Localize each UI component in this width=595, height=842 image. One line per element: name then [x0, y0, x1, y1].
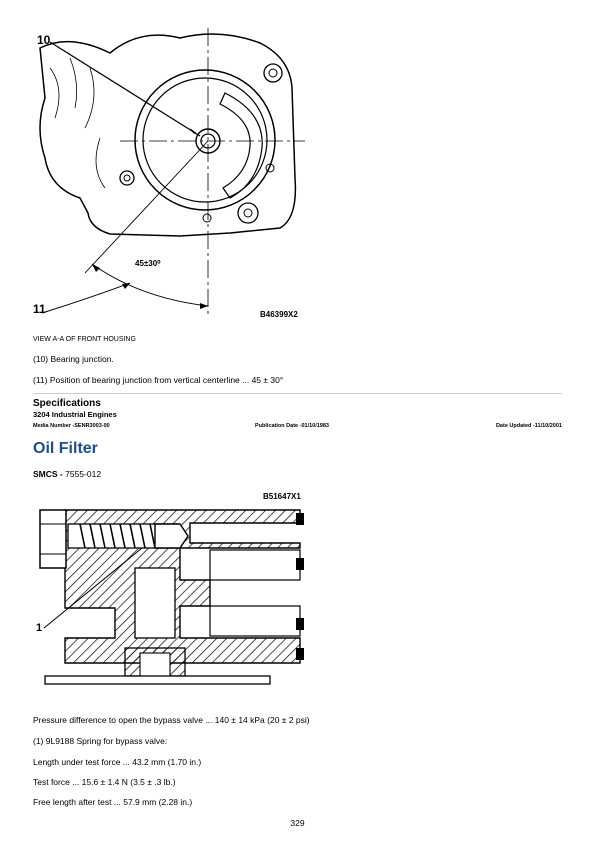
spec-length-under-force: Length under test force ... 43.2 mm (1.70 in.)	[33, 757, 202, 767]
section-title: Oil Filter	[33, 440, 98, 457]
view-caption: VIEW A-A OF FRONT HOUSING	[33, 336, 136, 343]
item-bearing-position: (11) Position of bearing junction from vertical centerline ... 45 ± 30°	[33, 375, 284, 385]
bypass-valve-diagram	[30, 488, 330, 700]
smcs-line	[33, 469, 101, 479]
figure-code-2: B51647X1	[263, 492, 301, 501]
smcs-label: SMCS -	[33, 469, 63, 479]
callout-10: 10	[37, 33, 51, 47]
doc-title: Specifications	[33, 398, 101, 409]
spec-bypass-pressure: Pressure difference to open the bypass valve ... 140 ± 14 kPa (20 ± 2 psi)	[33, 715, 310, 725]
figure-code-1: B46399X2	[260, 310, 298, 319]
callout-11: 11	[33, 302, 46, 316]
spec-free-length: Free length after test ... 57.9 mm (2.28 in.)	[33, 797, 193, 807]
media-number: Media Number -SENR3003-00	[33, 423, 110, 429]
front-housing-diagram	[30, 28, 330, 326]
divider	[33, 393, 562, 394]
spec-spring-part: (1) 9L9188 Spring for bypass valve:	[33, 736, 168, 746]
item-bearing-junction: (10) Bearing junction.	[33, 354, 114, 364]
angle-label: 45±30⁰	[135, 259, 161, 268]
date-updated: Date Updated -11/10/2001	[495, 423, 562, 429]
callout-1: 1	[36, 622, 43, 634]
smcs-value: 7555-012	[65, 469, 102, 479]
publication-date: Publication Date -01/10/1983	[255, 423, 329, 429]
page-number: 329	[290, 818, 305, 828]
doc-subtitle: 3204 Industrial Engines	[33, 410, 117, 419]
spec-test-force: Test force ... 15.6 ± 1.4 N (3.5 ± .3 lb.)	[33, 777, 176, 787]
